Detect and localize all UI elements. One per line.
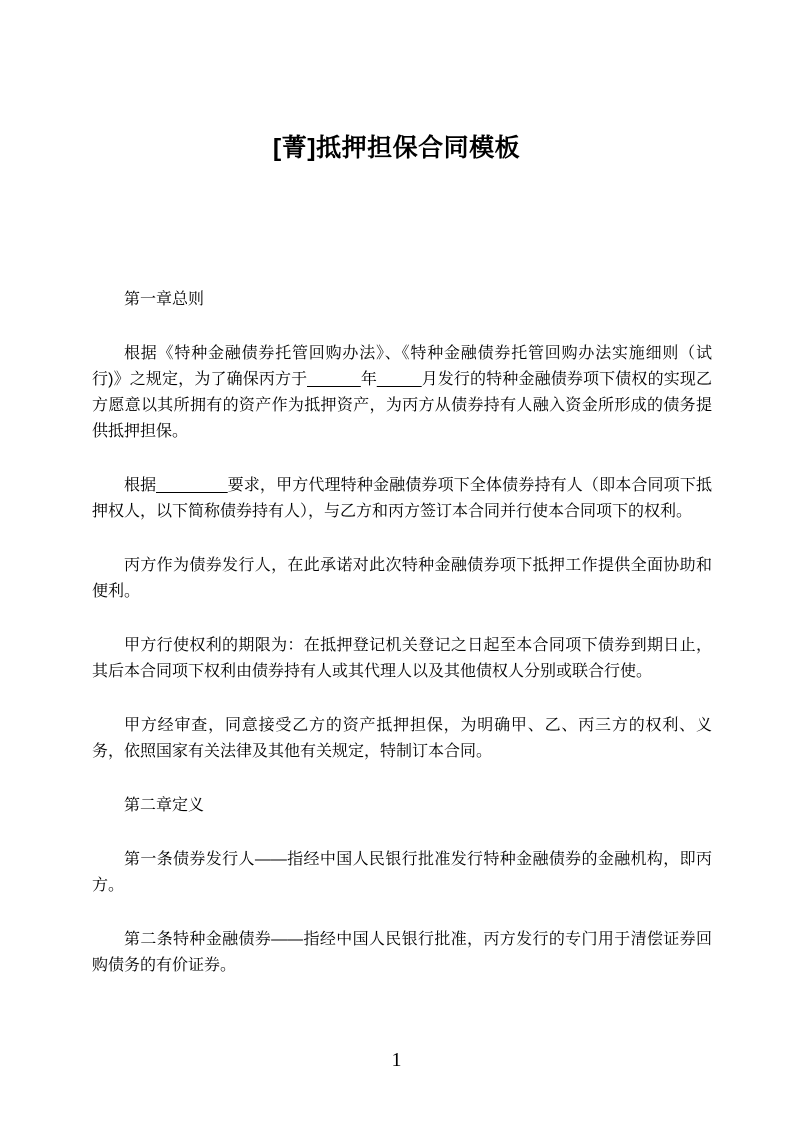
paragraph-basis: 根据《特种金融债券托管回购办法》、《特种金融债券托管回购办法实施细则（试行)》之规定，为了确保丙方于______年_____月发行的特种金融债券项下债权的实现乙方愿意以其所拥有的资产作为抵押资产，为丙方从债券持有人融入资金所形成的债务提供抵押担保。	[92, 345, 712, 440]
page-number: 1	[391, 1049, 402, 1071]
paragraph-acceptance: 甲方经审查，同意接受乙方的资产抵押担保，为明确甲、乙、丙三方的权利、义务，依照国家有关法律及其他有关规定，特制订本合同。	[92, 717, 712, 760]
chapter-1-heading: 第一章总则	[124, 291, 205, 308]
document-body	[92, 287, 712, 979]
paragraph-article-1: 第一条债券发行人——指经中国人民银行批准发行特种金融债券的金融机构，即丙方。	[92, 851, 712, 894]
paragraph-agency: 根据________要求，甲方代理特种金融债券项下全体债券持有人（即本合同项下抵押权人，以下简称债券持有人），与乙方和丙方签订本合同并行使本合同项下的权利。	[92, 477, 712, 520]
document-title: [菁]抵押担保合同模板	[272, 134, 521, 162]
chapter-2-heading: 第二章定义	[124, 797, 205, 814]
paragraph-article-2: 第二条特种金融债券——指经中国人民银行批准，丙方发行的专门用于清偿证券回购债务的有价证券。	[92, 931, 712, 974]
paragraph-issuer-commitment: 丙方作为债券发行人，在此承诺对此次特种金融债券项下抵押工作提供全面协助和便利。	[92, 557, 712, 600]
paragraph-rights-term: 甲方行使权利的期限为：在抵押登记机关登记之日起至本合同项下债券到期日止，其后本合同项下权利由债券持有人或其代理人以及其他债权人分别或联合行使。	[92, 637, 712, 680]
